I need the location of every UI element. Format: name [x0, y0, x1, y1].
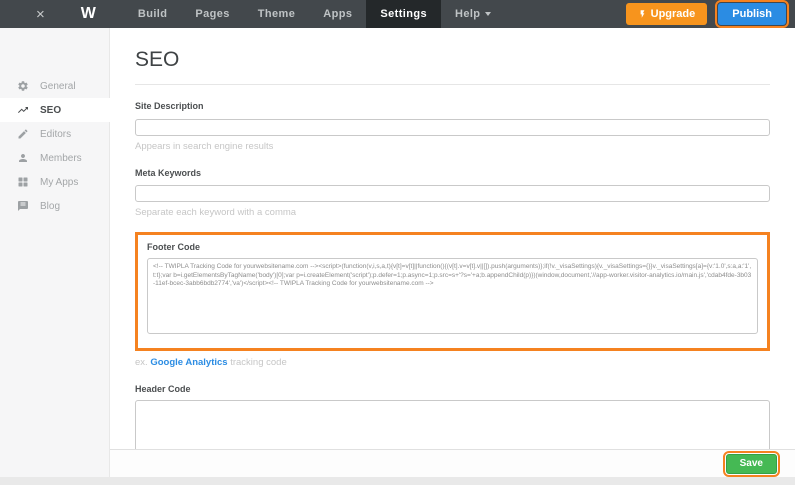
sidebar-item-members[interactable] — [0, 146, 109, 170]
person-icon — [17, 152, 29, 164]
sidebar-item-label: General — [40, 80, 76, 92]
save-bar — [110, 449, 795, 477]
topbar-actions — [626, 0, 795, 28]
footer-code-highlight-annotation — [135, 232, 770, 351]
title-divider — [135, 84, 770, 85]
upgrade-label: Upgrade — [650, 8, 696, 20]
grid-icon — [17, 176, 29, 188]
nav-build[interactable]: Build — [137, 8, 168, 20]
settings-sidebar — [0, 28, 110, 477]
nav-help[interactable] — [441, 0, 505, 28]
sidebar-item-general[interactable] — [0, 74, 109, 98]
weebly-logo[interactable]: W — [80, 5, 96, 22]
sidebar-item-label: Editors — [40, 128, 72, 140]
sidebar-item-blog[interactable] — [0, 194, 109, 218]
sidebar-item-label: SEO — [40, 104, 62, 116]
nav-theme[interactable]: Theme — [257, 8, 296, 20]
speech-bubble-icon — [17, 200, 29, 212]
site-description-label: Site Description — [135, 101, 204, 111]
footer-code-help — [135, 357, 770, 368]
nav-apps[interactable]: Apps — [323, 8, 353, 20]
meta-keywords-field — [135, 168, 770, 219]
page-title: SEO — [135, 48, 180, 71]
footer-code-help-prefix: ex. — [135, 357, 148, 368]
lightning-bolt-icon — [638, 8, 647, 20]
main-nav — [124, 0, 506, 28]
sidebar-item-my-apps[interactable] — [0, 170, 109, 194]
footer-code-label: Footer Code — [147, 242, 200, 252]
header-code-label: Header Code — [135, 384, 191, 394]
save-button[interactable]: Save — [726, 454, 777, 474]
bottom-strip — [0, 477, 795, 485]
gear-icon — [17, 80, 29, 92]
sidebar-item-label: My Apps — [40, 176, 79, 188]
sidebar-item-editors[interactable] — [0, 122, 109, 146]
meta-keywords-label: Meta Keywords — [135, 167, 202, 178]
meta-keywords-help: Separate each keyword with a comma — [135, 207, 297, 218]
sidebar-item-seo[interactable] — [0, 98, 110, 122]
upgrade-button[interactable] — [626, 3, 708, 25]
google-analytics-link[interactable]: Google Analytics — [150, 357, 228, 368]
nav-help-label: Help — [454, 8, 481, 20]
trending-up-icon — [17, 104, 29, 116]
site-description-input[interactable] — [135, 119, 770, 136]
nav-settings[interactable]: Settings — [366, 0, 441, 28]
chevron-down-icon — [485, 12, 491, 16]
sidebar-item-label: Blog — [40, 200, 61, 212]
publish-button[interactable]: Publish — [718, 3, 786, 25]
footer-code-textarea[interactable] — [147, 258, 758, 334]
pencil-icon — [17, 128, 29, 140]
site-description-help: Appears in search engine results — [135, 140, 274, 152]
nav-pages[interactable]: Pages — [195, 8, 230, 20]
topbar — [0, 0, 795, 28]
meta-keywords-input[interactable] — [135, 185, 770, 202]
footer-code-help-suffix: tracking code — [230, 357, 287, 368]
site-description-field — [135, 101, 770, 152]
close-icon[interactable]: × — [36, 5, 45, 23]
sidebar-item-label: Members — [40, 152, 82, 164]
seo-settings-panel — [110, 28, 795, 477]
